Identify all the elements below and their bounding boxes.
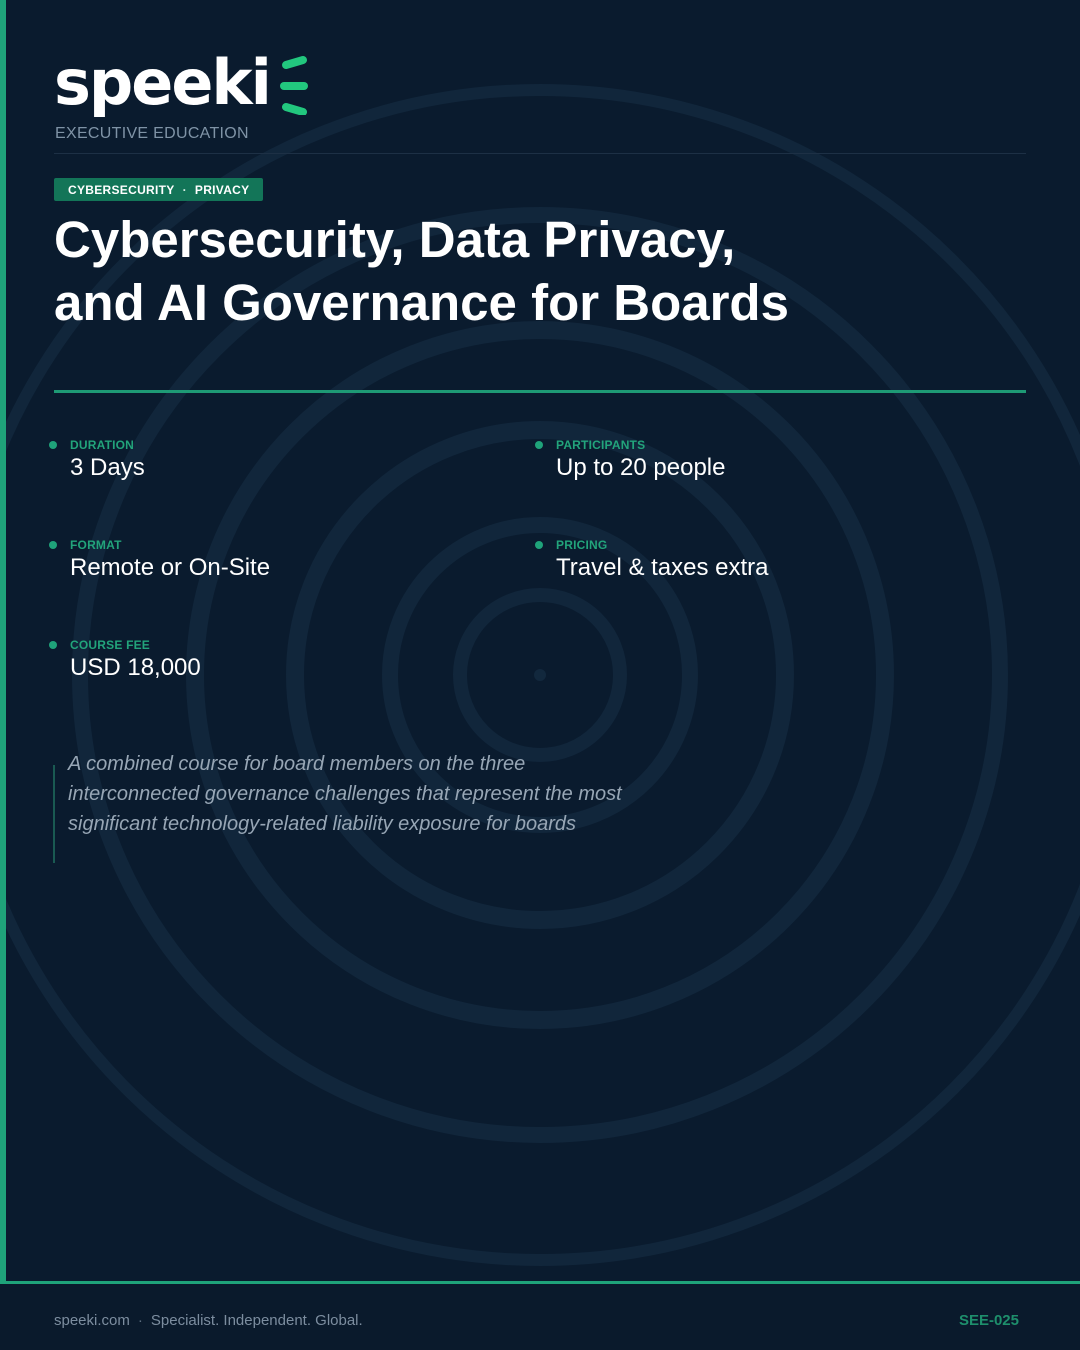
course-code: SEE-025 xyxy=(958,1312,1019,1329)
bullet-icon xyxy=(535,441,543,449)
fact-pricing-value: Travel & taxes extra xyxy=(556,554,769,581)
fact-duration-label: DURATION xyxy=(70,438,135,452)
bullet-icon xyxy=(535,541,543,549)
fact-pricing-label: PRICING xyxy=(556,538,608,552)
footer-website-link[interactable]: speeki.com xyxy=(54,1312,130,1329)
description-line-2: interconnected governance challenges that represent the most xyxy=(68,783,622,805)
footer-tagline: Specialist. Independent. Global. xyxy=(150,1312,363,1329)
description-line-3: significant technology-related liability exposure for boards xyxy=(68,813,577,835)
footer-info xyxy=(54,1312,363,1329)
fact-participants xyxy=(556,437,725,482)
fact-format-label: FORMAT xyxy=(70,538,122,552)
executive-education-label: EXECUTIVE EDUCATION xyxy=(55,125,249,142)
fact-participants-value: Up to 20 people xyxy=(556,454,726,481)
left-accent-bar xyxy=(0,0,6,1284)
course-title-line-1: Cybersecurity, Data Privacy, xyxy=(54,211,736,268)
fact-course-fee xyxy=(70,637,201,682)
tag-separator: · xyxy=(182,182,187,197)
speeki-logo[interactable] xyxy=(54,48,310,118)
course-description xyxy=(68,749,668,839)
bullet-icon xyxy=(49,641,57,649)
tag-secondary: PRIVACY xyxy=(194,182,250,197)
logo-wordmark: speeki xyxy=(54,46,270,119)
course-title-line-2: and AI Governance for Boards xyxy=(54,274,789,331)
bullet-icon xyxy=(49,541,57,549)
footer xyxy=(0,1284,1080,1350)
footer-separator: · xyxy=(137,1312,143,1329)
fact-fee-value: USD 18,000 xyxy=(70,654,201,681)
category-tag xyxy=(54,178,263,201)
course-description-quote xyxy=(53,753,693,863)
logo-mark-icon xyxy=(276,55,310,115)
fact-participants-label: PARTICIPANTS xyxy=(556,438,646,452)
fact-duration xyxy=(70,437,145,482)
description-line-1: A combined course for board members on the three xyxy=(68,753,526,775)
title-accent-divider xyxy=(54,390,1026,393)
fact-duration-value: 3 Days xyxy=(70,454,145,481)
fact-pricing xyxy=(556,537,769,582)
fact-format-value: Remote or On-Site xyxy=(70,554,271,581)
header-divider xyxy=(54,153,1026,154)
bullet-icon xyxy=(49,441,57,449)
course-title xyxy=(54,208,1014,334)
fact-fee-label: COURSE FEE xyxy=(70,638,151,652)
fact-format xyxy=(70,537,270,582)
tag-primary: CYBERSECURITY xyxy=(68,182,175,197)
